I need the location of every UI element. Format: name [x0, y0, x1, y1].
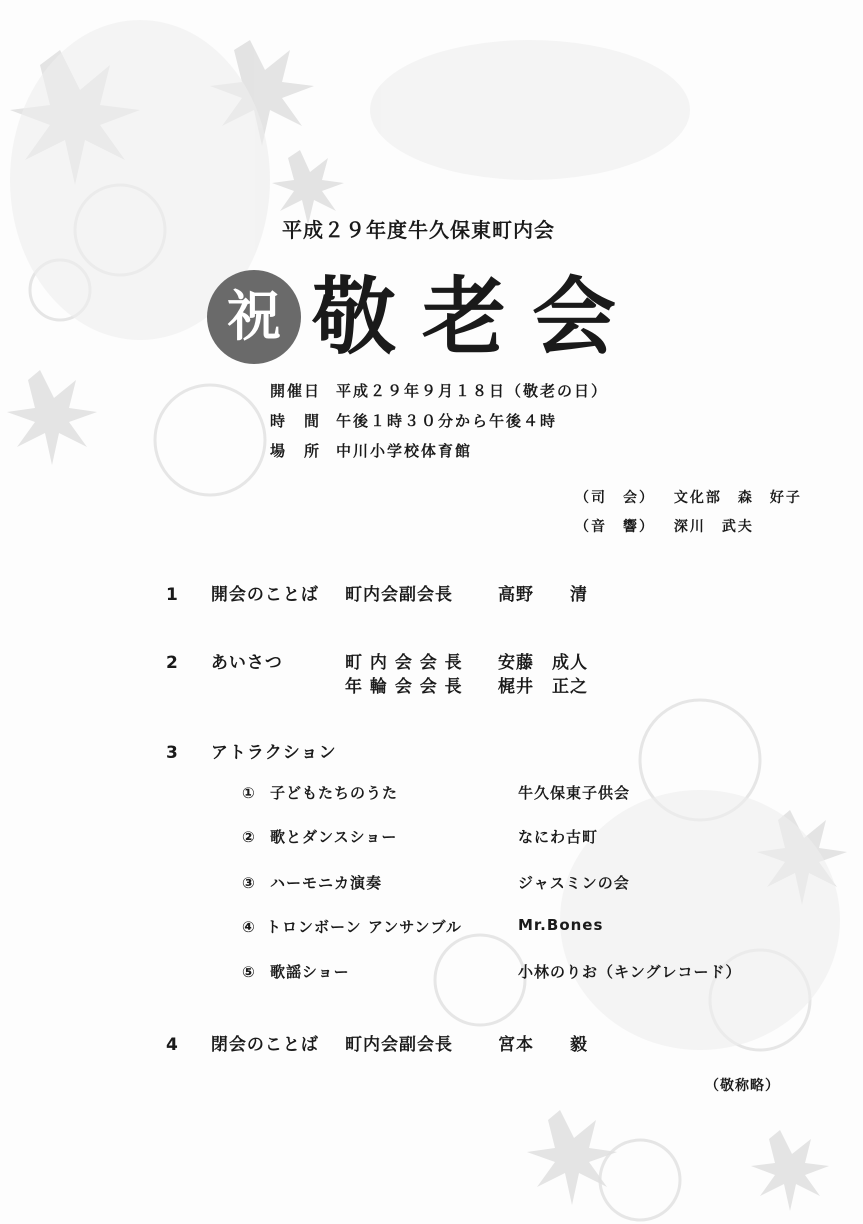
staff-emcee [575, 487, 802, 507]
attraction-1 [242, 782, 398, 803]
attraction-2 [242, 826, 397, 847]
honorific-note: （敬称略） [705, 1078, 780, 1094]
item-1-role: 町内会副会長 [345, 585, 453, 605]
info-value: 午後１時３０分から午後４時 [336, 412, 558, 430]
info-label: 時 間 [270, 412, 322, 430]
staff-name: 文化部 森 好子 [673, 490, 802, 506]
program-item-1 [166, 580, 319, 605]
program-item-4 [166, 1030, 319, 1055]
item-4-role: 町内会副会長 [345, 1035, 453, 1055]
info-value: 平成２９年９月１８日（敬老の日） [336, 382, 609, 400]
staff-name: 深川 武夫 [673, 519, 754, 535]
attraction-5-performer: 小林のりお（キングレコード） [518, 963, 742, 981]
item-title: 閉会のことば [210, 1035, 319, 1055]
attraction-3 [242, 872, 382, 893]
program-item-3 [166, 738, 337, 763]
info-date [270, 380, 608, 401]
attraction-marker: ① [242, 784, 256, 802]
attraction-4 [242, 916, 462, 937]
attraction-4-performer: Mr.Bones [518, 916, 604, 934]
staff-role: （音 響） [575, 519, 655, 535]
staff-role: （司 会） [575, 490, 655, 506]
item-1-name: 高野 清 [498, 585, 588, 605]
attraction-marker: ② [242, 828, 256, 846]
attraction-title: 子どもたちのうた [269, 784, 398, 802]
attraction-marker: ③ [242, 874, 256, 892]
item-2-role-1: 町 内 会 会 長 [345, 653, 463, 673]
event-subtitle: 平成２９年度牛久保東町内会 [282, 218, 555, 242]
info-label: 開催日 [270, 382, 322, 400]
info-label: 場 所 [270, 442, 322, 460]
item-title: アトラクション [210, 743, 337, 763]
program-item-2 [166, 648, 283, 673]
attraction-1-performer: 牛久保東子供会 [518, 784, 631, 802]
attraction-5 [242, 961, 350, 982]
attraction-title: 歌とダンスショー [269, 828, 398, 846]
item-4-name: 宮本 毅 [498, 1035, 588, 1055]
attraction-3-performer: ジャスミンの会 [518, 874, 630, 892]
staff-sound [575, 516, 754, 536]
info-value: 中川小学校体育館 [336, 442, 473, 460]
iwai-badge: 祝 [207, 270, 301, 364]
info-venue [270, 440, 472, 461]
attraction-title: トロンボーン アンサンブル [265, 918, 462, 936]
attraction-title: 歌謡ショー [269, 963, 350, 981]
item-number: 2 [166, 653, 179, 673]
attraction-marker: ⑤ [242, 963, 256, 981]
item-2-name-1: 安藤 成人 [498, 653, 588, 673]
item-number: 4 [166, 1035, 179, 1055]
page-title: 敬老会 [312, 268, 643, 366]
attraction-title: ハーモニカ演奏 [269, 874, 382, 892]
info-time [270, 410, 557, 431]
item-number: 3 [166, 743, 179, 763]
attraction-marker: ④ [242, 918, 256, 936]
attraction-2-performer: なにわ古町 [518, 828, 599, 846]
item-title: 開会のことば [210, 585, 319, 605]
item-2-name-2: 梶井 正之 [498, 677, 588, 697]
item-number: 1 [166, 585, 179, 605]
item-title: あいさつ [210, 653, 283, 673]
item-2-role-2: 年 輪 会 会 長 [345, 677, 463, 697]
